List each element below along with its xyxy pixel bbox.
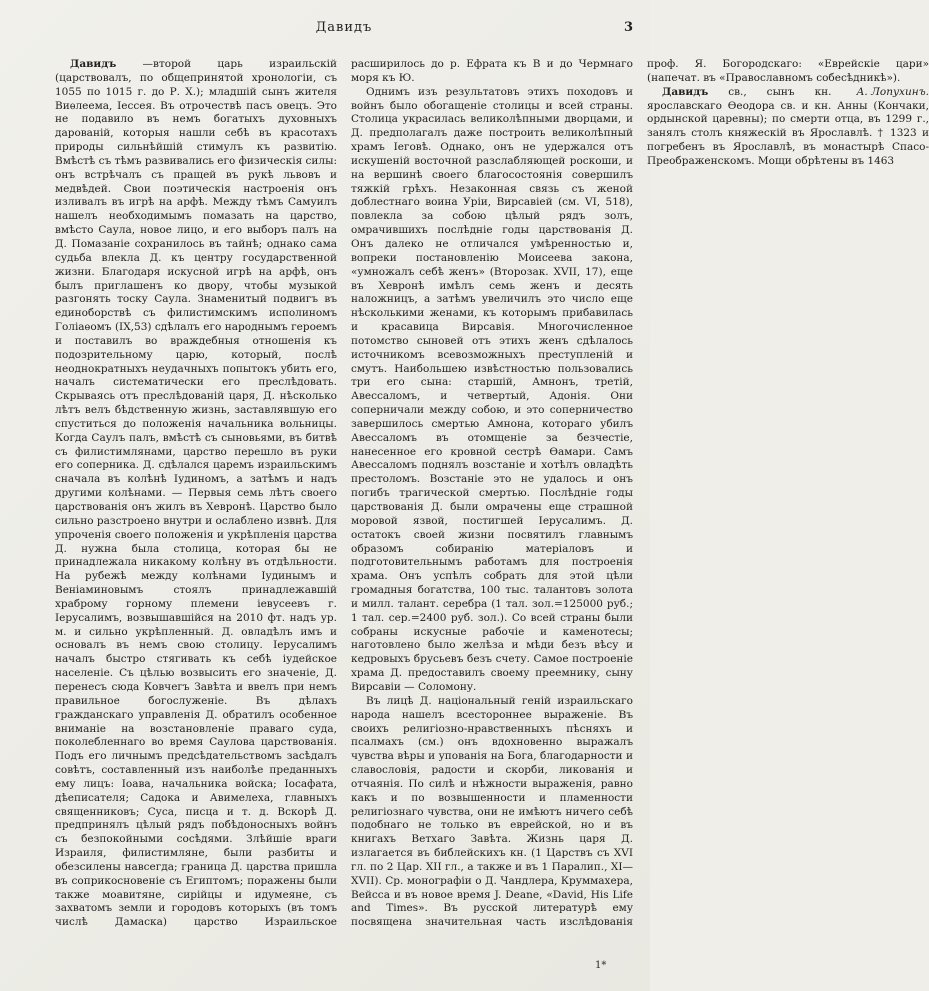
entry-headword-david-king: Давидъ [70,58,117,70]
author-signature: А. Лопухинъ. [856,85,929,98]
entry-david-king-paragraph-2 [351,86,633,695]
page-number: 3 [623,20,633,35]
article-body [55,58,929,954]
page-header [55,20,633,35]
running-title: Давидъ [315,20,373,35]
entry-david-saint-text: св., сынъ кн. ярославскаго Ѳеодора св. и кн. Анны (Кончаки, ордынской царевны); по смерти отца, въ 1299 г., занялъ столъ княжескій въ Ярославлѣ. † 1323 и погребенъ въ Ярославлѣ, въ монастырѣ Спасо-Преображенскомъ. Мощи обрѣтены въ 1463 [647,85,929,167]
printers-signature-mark: 1* [595,960,607,971]
entry-david-king-text-2: Однимъ изъ результатовъ этихъ походовъ и войнъ было обогащеніе столицы и всей страны. Столица украсилась великолѣпными дворцами, и Д. предполагалъ даже построить великолѣпный храмъ Іеговѣ. Однако, онъ не удержался отъ искушеній восточной разслабляющей роскоши, и на вершинѣ своего благосостоянія совершилъ тяжкій грѣхъ. Незаконная связь съ женой доблестнаго воина Уріи, Вирсавіей (см. VI, 518), повлекла за собою цѣлый рядъ золъ, омрачившихъ послѣдніе годы царствованія Д. Онъ далеко не отличался умѣренностью и, вопреки постановленію Моисеева закона, «умножалъ себѣ женъ» (Второзак. XVII, 17), еще въ Хевронѣ имѣлъ семь женъ и десять наложницъ, а затѣмъ увеличилъ это число еще нѣсколькими женами, къ которымъ прибавилась и красавица Вирсавія. Многочисленное потомство сыновей отъ этихъ женъ сдѣлалось источникомъ всевозможныхъ преступленій и смутъ. Наибольшею извѣстностью пользовались три его сына: старшій, Амнонъ, третій, Авессаломъ, и четвертый, Адонія. Они соперничали между собою, и это соперничество завершилось смертью Амнона, котораго убилъ Авессаломъ въ отомщеніе за безчестіе, нанесенное его кровной сестрѣ Ѳамари. Самъ Авессаломъ поднялъ возстаніе и хотѣлъ овладѣть престоломъ. Возстаніе это не удалось и онъ погибъ трагической смертью. Послѣдніе годы царствованія Д. были омрачены еще страшной моровой язвой, постигшей Іерусалимъ. Д. остатокъ своей жизни посвятилъ главнымъ образомъ собиранію матеріаловъ и подготовительнымъ работамъ для построенія храма. Онъ успѣлъ собрать для этой цѣли громадныя богатства, 100 тыс. талантовъ золота и милл. талант. серебра (1 тал. зол.=125000 руб.; 1 тал. сер.=2400 руб. зол.). Со всей страны были собраны искусные рабочіе и каменотесы; наготовлено было желѣза и мѣди безъ вѣсу и кедровыхъ брусьевъ безъ счету. Самое построеніе храма Д. предоставилъ своему преемнику, сыну Вирсавіи — Соломону. [351,85,633,693]
entry-david-king-text-3: Въ лицѣ Д. національный геній израильскаго народа нашелъ всестороннее выраженіе. Въ своихъ религіозно-нравственныхъ пѣсняхъ и псалмахъ (см.) онъ вдохновенно выражалъ чувства вѣры и упованія на Бога, благодарности и славословія, радости и скорби, ликованія и отчаянія. По силѣ и нѣжности выраженія, равно какъ и по возвышенности и пламенности религіознаго чувства, они не имѣютъ ничего себѣ подобнаго не только въ еврейской, но и въ книгахъ Ветхаго Завѣта. Жизнь царя Д. излагается въ библейскихъ кн. (1 Царствъ съ XVI гл. по 2 Цар. XII гл., а также и въ 1 Паралип., XI—XVII). Ср. монографіи о Д. Чандлера, Круммахера, Вейсса и въ новое время J. Deane, «David, His Life and Times». Въ русской литературѣ ему посвящена значительная часть изслѣдованія проф. Я. Богородскаго: «Еврейскіе цари» (напечат. въ «Православномъ собесѣдникѣ»). [351,58,929,929]
entry-headword-david-saint: Давидъ [662,85,709,98]
entry-david-king-text-1: —второй царь израильскій (царствовалъ, по общепринятой хронологіи, съ 1055 по 1015 г. до Р. Х.); младшій сынъ жителя Виѳлеема, Іессея. Въ отрочествѣ пасъ овецъ. Это не подавило въ немъ богатыхъ духовныхъ дарованій, которыя нашли себѣ въ красотахъ природы сильнѣйшій стимулъ къ развитію. Вмѣстѣ съ тѣмъ развивались его физическія силы: онъ встрѣчалъ съ пращей въ рукѣ львовъ и медвѣдей. Свои поэтическія настроенія онъ изливалъ въ игрѣ на арфѣ. Между тѣмъ Самуилъ нашелъ необходимымъ помазать на царство, вмѣсто Саула, новое лицо, и его выборъ палъ на Д. Помазаніе сохранилось въ тайнѣ; однако сама судьба влекла Д. къ центру государственной жизни. Благодаря искусной игрѣ на арфѣ, онъ былъ приглашенъ ко двору, чтобы музыкой разгонять тоску Саула. Знаменитый подвигъ въ единоборствѣ съ филистимскимъ исполиномъ Голіаѳомъ (IX,53) сдѣлалъ его народнымъ героемъ и поставилъ во враждебныя отношенія къ подозрительному царю, который, послѣ неоднократныхъ неудачныхъ попытокъ убить его, началъ систематически его преслѣдовать. Скрываясь отъ преслѣдованій царя, Д. нѣсколько лѣтъ велъ бѣдственную жизнь, заставлявшую его спуститься до положенія начальника вольницы. Когда Саулъ палъ, вмѣстѣ съ сыновьями, въ битвѣ съ филистимлянами, царство перешло въ руки его соперника. Д. сдѣлался царемъ израильскимъ сначала въ колѣнѣ Іудиномъ, а затѣмъ и надъ другими колѣнами. — Первыя семь лѣтъ своего царствованія онъ жилъ въ Хевронѣ. Царство было сильно разстроено внутри и ослаблено извнѣ. Для упроченія своего положенія и укрѣпленія царства Д. нужна была столица, которая бы не принадлежала никакому колѣну въ отдѣльности. На рубежѣ между колѣнами Іудинымъ и Веніаминовымъ стоялъ принадлежавшій храброму горному племени іевусеевъ г. Іерусалимъ, возвышавшійся на 2010 фт. надъ ур. м. и сильно укрѣпленный. Д. овладѣлъ имъ и основалъ въ немъ свою столицу. Іерусалимъ началъ быстро стягивать къ себѣ іудейское населеніе. Съ цѣлью возвысить его значеніе, Д. перенесъ сюда Ковчегъ Завѣта и ввелъ при немъ правильное богослуженіе. Въ дѣлахъ гражданскаго управленія Д. обратилъ особенное вниманіе на возстановленіе праваго суда, поколебленнаго во время Саулова царствованія. Подъ его личнымъ предсѣдательствомъ засѣдалъ совѣтъ, составленный изъ наиболѣе преданныхъ ему лицъ: Іоава, начальника войска; Іосафата, дѣеписателя; Садока и Авимелеха, главныхъ священниковъ; Суса, писца и т. д. Вскорѣ Д. предпринялъ цѣлый рядъ побѣдоносныхъ войнъ съ безпокойными сосѣдями. Злѣйшіе враги Израиля, филистимляне, были разбиты и обезсилены навсегда; граница Д. царства пришла въ соприкосновеніе съ Египтомъ; поражены были также моавитяне, сирійцы и идумеяне, съ захватомъ земли и городовъ которыхъ (въ томъ числѣ Дамаска) царство Израильское расширилось до р. Ефрата къ В и до Чермнаго моря къ Ю. [55,58,633,929]
